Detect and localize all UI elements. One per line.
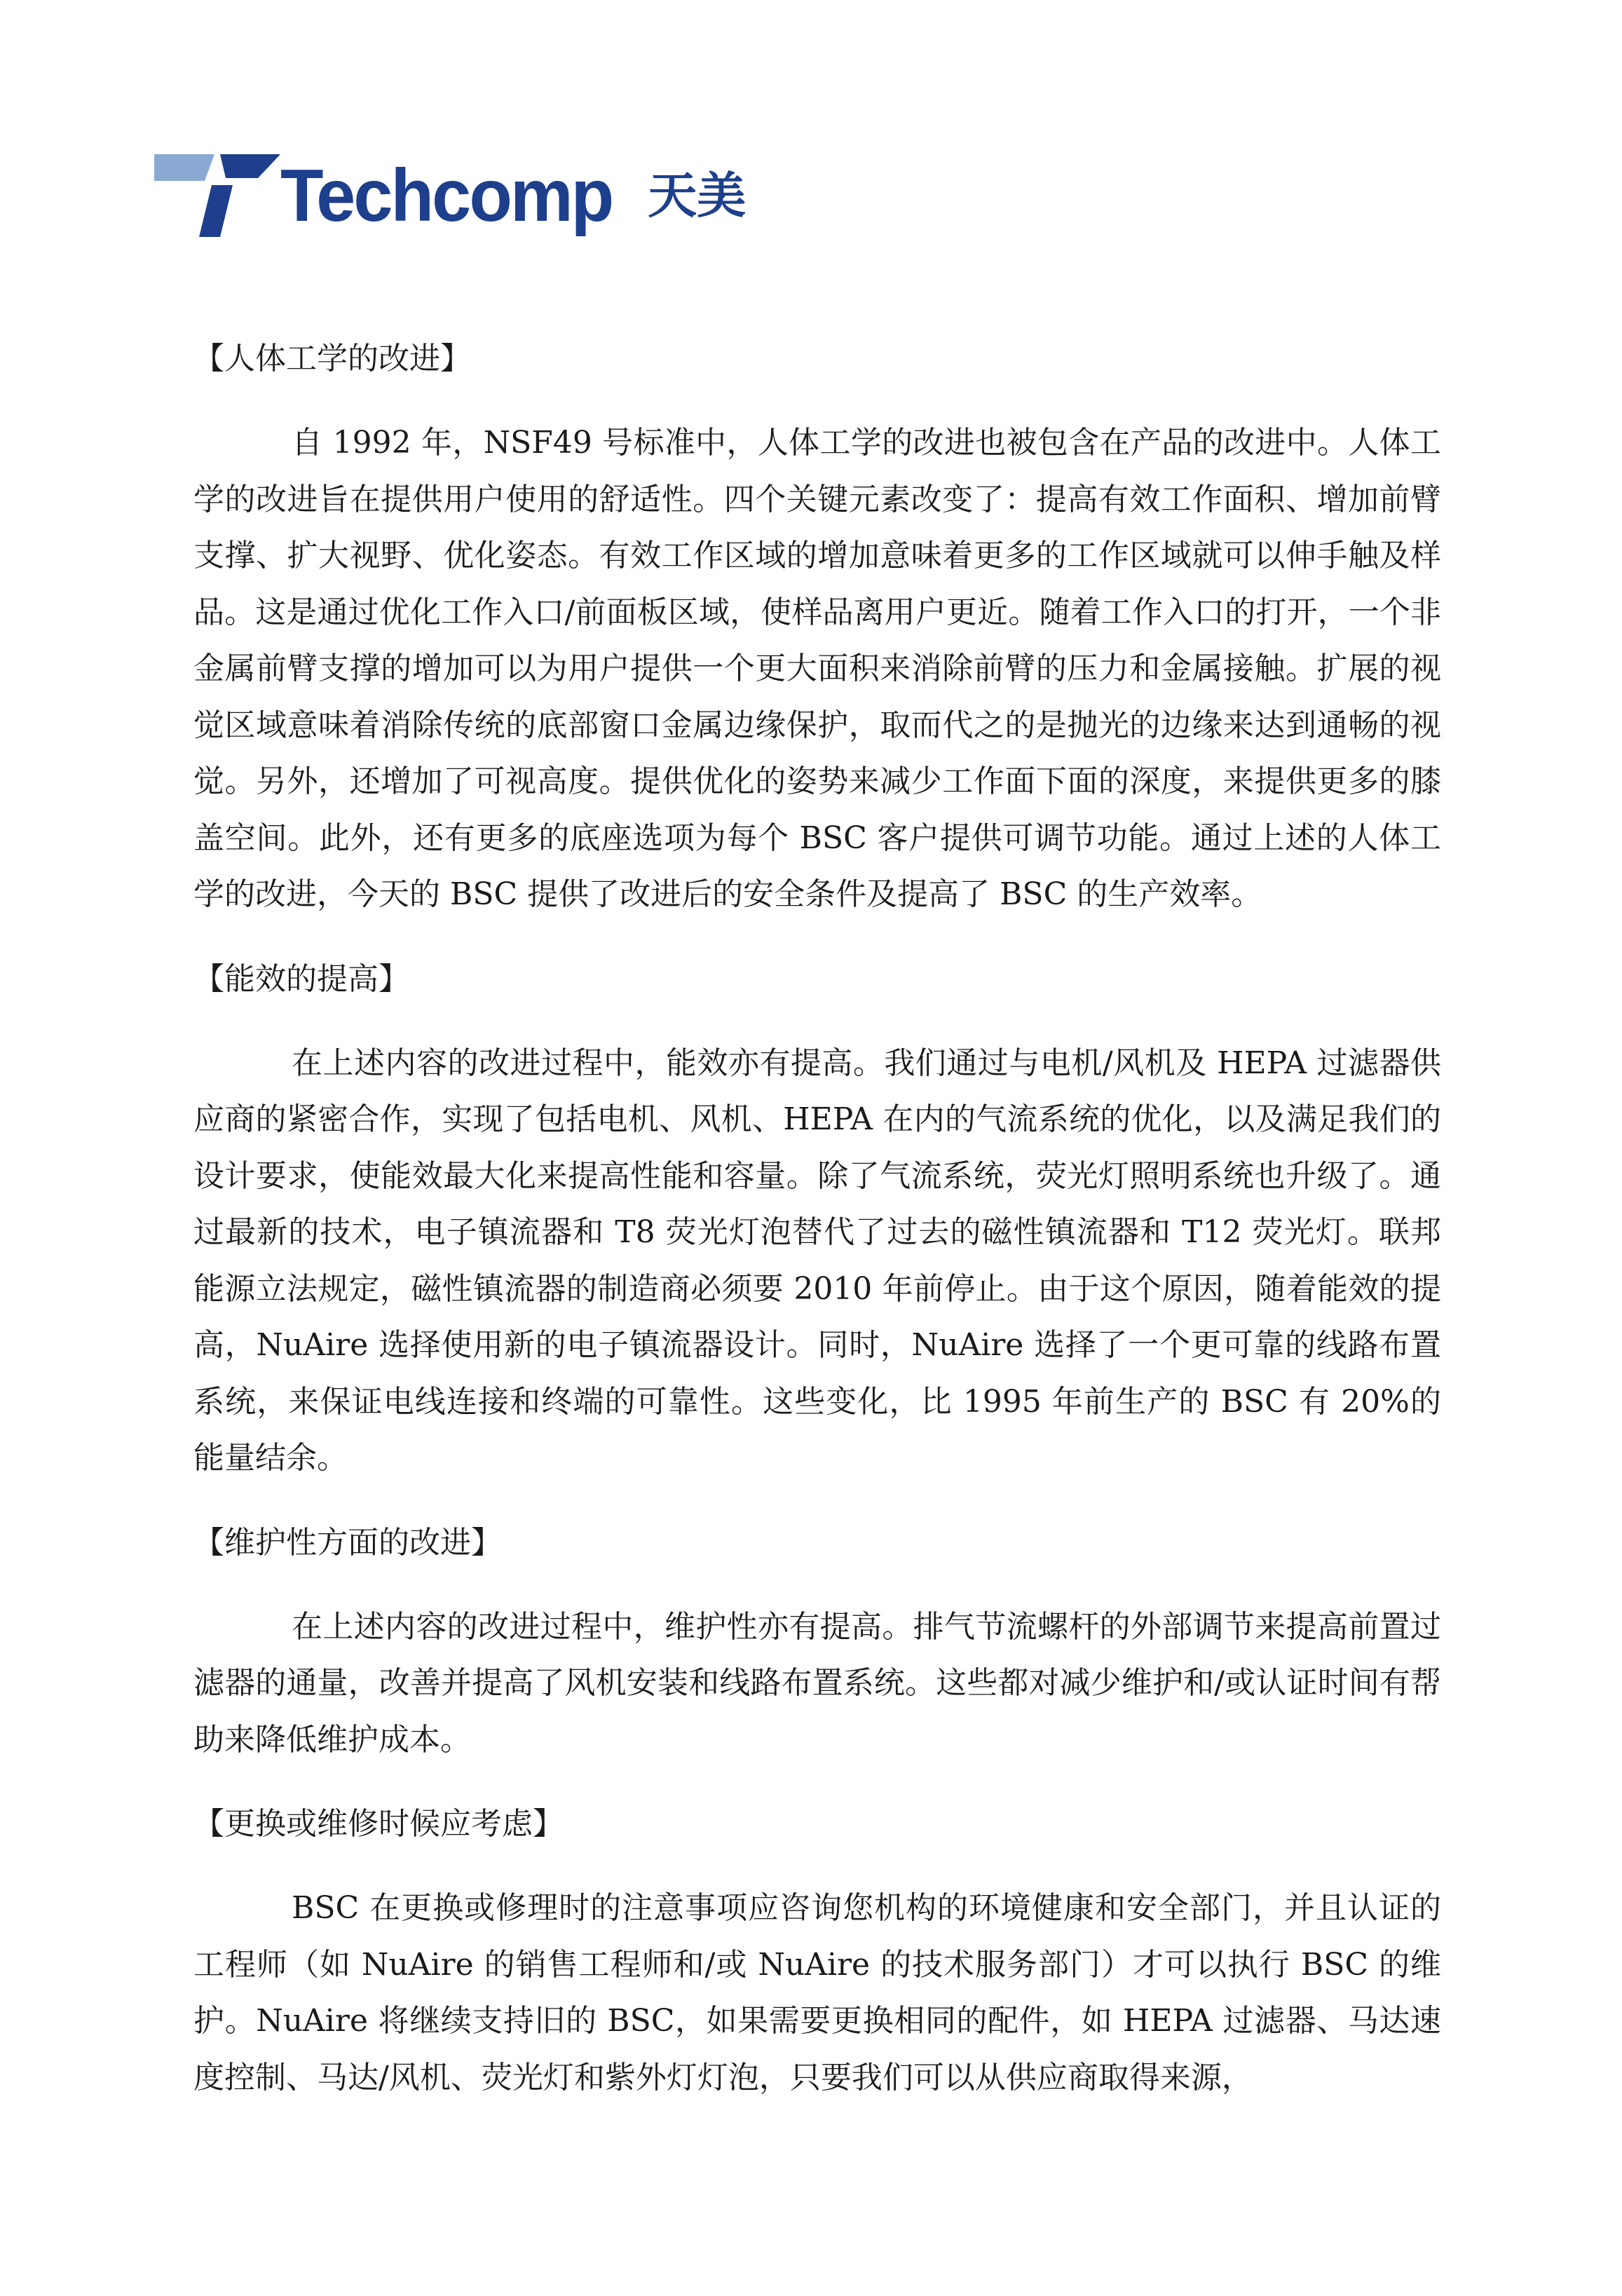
document-body xyxy=(193,331,1441,2106)
section-paragraph-maintainability: 在上述内容的改进过程中，维护性亦有提高。排气节流螺杆的外部调节来提高前置过滤器的通量，改善并提高了风机安装和线路布置系统。这些都对减少维护和/或认证时间有帮助来降低维护成本。 xyxy=(193,1608,1441,1758)
section-paragraph-ergonomics: 自 1992 年，NSF49 号标准中，人体工学的改进也被包含在产品的改进中。人体工学的改进旨在提供用户使用的舒适性。四个关键元素改变了：提高有效工作面积、增加前臂支撑、扩大视野、优化姿态。有效工作区域的增加意味着更多的工作区域就可以伸手触及样品。这是通过优化工作入口/前面板区域，使样品离用户更近。随着工作入口的打开，一个非金属前臂支撑的增加可以为用户提供一个更大面积来消除前臂的压力和金属接触。扩展的视觉区域意味着消除传统的底部窗口金属边缘保护，取而代之的是抛光的边缘来达到通畅的视觉。另外，还增加了可视高度。提供优化的姿势来减少工作面下面的深度，来提供更多的膝盖空间。此外，还有更多的底座选项为每个 BSC 客户提供可调节功能。通过上述的人体工学的改进，今天的 BSC 提供了改进后的安全条件及提高了 BSC 的生产效率。 xyxy=(193,425,1441,912)
section-paragraph-energy-efficiency: 在上述内容的改进过程中，能效亦有提高。我们通过与电机/风机及 HEPA 过滤器供应商的紧密合作，实现了包括电机、风机、HEPA 在内的气流系统的优化，以及满足我们的设计要求，使能效最大化来提高性能和容量。除了气流系统，荧光灯照明系统也升级了。通过最新的技术，电子镇流器和 T8 荧光灯泡替代了过去的磁性镇流器和 T12 荧光灯。联邦能源立法规定，磁性镇流器的制造商必须要 2010 年前停止。由于这个原因，随着能效的提高，NuAire 选择使用新的电子镇流器设计。同时，NuAire 选择了一个更可靠的线路布置系统，来保证电线连接和终端的可靠性。这些变化，比 1995 年前生产的 BSC 有 20%的能量结余。 xyxy=(193,1045,1441,1476)
section-paragraph-replacement: BSC 在更换或修理时的注意事项应咨询您机构的环境健康和安全部门，并且认证的工程师（如 NuAire 的销售工程师和/或 NuAire 的技术服务部门）才可以执行 BSC 的维护。NuAire 将继续支持旧的 BSC，如果需要更换相同的配件，如 HEPA 过滤器、马达速度控制、马达/风机、荧光灯和紫外灯灯泡，只要我们可以从供应商取得来源， xyxy=(193,1890,1441,2095)
section-heading-energy-efficiency: 【能效的提高】 xyxy=(193,960,409,997)
techcomp-logo xyxy=(153,150,784,241)
section-heading-maintainability: 【维护性方面的改进】 xyxy=(193,1524,502,1561)
logo-chinese-name: 天美 xyxy=(648,167,747,224)
techcomp-logo-icon xyxy=(153,150,286,241)
section-heading-ergonomics: 【人体工学的改进】 xyxy=(193,341,471,376)
logo-wordmark: Techcomp xyxy=(280,154,613,237)
section-heading-replacement: 【更换或维修时候应考虑】 xyxy=(193,1806,564,1842)
